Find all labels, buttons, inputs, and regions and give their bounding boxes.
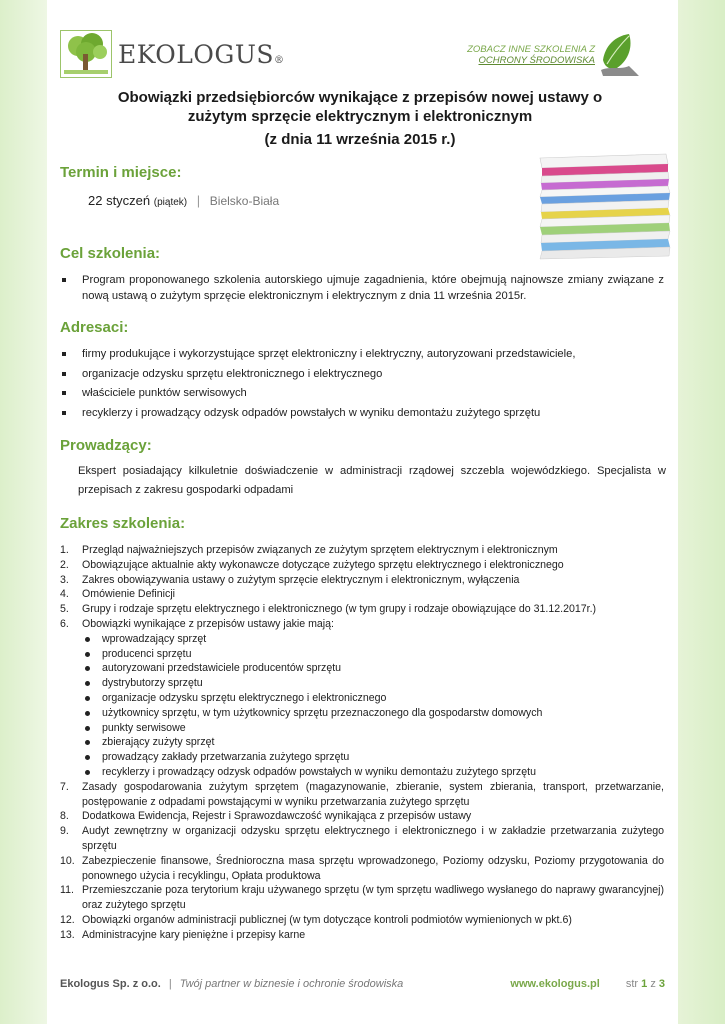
item-text: Obowiązujące aktualnie akty wykonawcze dotyczące zużytego sprzętu elektrycznego i elektronicznego bbox=[82, 558, 564, 571]
item-number: 7. bbox=[60, 780, 69, 793]
list-item: Program proponowanego szkolenia autorskiego ujmuje zagadnienia, które obejmują najnowsze zmiany związane z nową ustawą o zużytym sprzęcie elektronicznym i elektrycznym z dnia 11 września 2015r. bbox=[60, 272, 664, 304]
title-line-2: zużytym sprzęcie elektrycznym i elektronicznym bbox=[187, 108, 533, 125]
list-item bbox=[60, 587, 664, 602]
list-item bbox=[60, 854, 664, 884]
prowadzacy-text: Ekspert posiadający kilkuletnie doświadczenie w administracji rządowej szczebla wojewódzkiego. Specjalista w przepisach z zakresu gospodarki odpadami bbox=[78, 465, 666, 496]
item-text: Administracyjne kary pieniężne i przepisy karne bbox=[82, 928, 306, 941]
termin-day: (piątek) bbox=[153, 197, 188, 208]
item-number: 13. bbox=[60, 928, 75, 941]
list-item bbox=[60, 558, 664, 573]
left-decorative-band bbox=[0, 0, 47, 1024]
document-stack-image bbox=[536, 152, 672, 260]
item-number: 1. bbox=[60, 544, 69, 556]
sublist-item: prowadzący zakłady przetwarzania zużytego sprzętu bbox=[82, 750, 664, 765]
item-text: Grupy i rodzaje sprzętu elektrycznego i elektronicznego (w tym grupy i rodzaje obowiązujące do 31.12.2017r.) bbox=[82, 603, 597, 616]
item-number: 4. bbox=[60, 588, 69, 601]
adresaci-list bbox=[60, 346, 664, 424]
sublist-item: użytkownicy sprzętu, w tym użytkownicy sprzętu przeznaczonego dla gospodarstw domowych bbox=[82, 706, 664, 721]
termin-city: Bielsko-Biała bbox=[209, 194, 280, 208]
list-item bbox=[60, 573, 664, 588]
footer-website-link[interactable]: www.ekologus.pl bbox=[510, 978, 600, 990]
cel-list bbox=[60, 272, 664, 308]
sublist-item: punkty serwisowe bbox=[82, 721, 664, 736]
item-number: 9. bbox=[60, 825, 69, 838]
page-indicator bbox=[626, 978, 665, 990]
list-item bbox=[60, 913, 664, 928]
item-text: Audyt zewnętrzny w organizacji odzysku sprzętu elektrycznego i elektronicznego i w zakładzie przetwarzania zużytego sprzętu bbox=[82, 825, 664, 852]
sublist-item: organizacje odzysku sprzętu elektrycznego i elektronicznego bbox=[82, 691, 664, 706]
promo-link[interactable] bbox=[467, 44, 595, 66]
footer-company: Ekologus Sp. z o.o. bbox=[60, 978, 161, 990]
list-item: właściciele punktów serwisowych bbox=[60, 385, 664, 401]
termin-date: 22 styczeń bbox=[88, 193, 151, 208]
document-title bbox=[100, 88, 620, 149]
item-text: Zakres obowiązywania ustawy o zużytym sprzęcie elektrycznym i elektronicznym, wyłączenia bbox=[82, 573, 520, 586]
logo-text: EKOLOGUS® bbox=[118, 39, 285, 69]
page-prefix: str bbox=[625, 978, 639, 990]
list-item bbox=[60, 617, 664, 780]
item-text: Zabezpieczenie finansowe, Średnioroczna masa sprzętu wprowadzonego, Poziomy odzysku, Poziomy przygotowania do ponownego użycia i recyklingu, Opłata produktowa bbox=[82, 854, 664, 882]
sublist-item: wprowadzający sprzęt bbox=[82, 632, 664, 647]
tree-icon bbox=[60, 30, 112, 78]
sublist-item: recyklerzy i prowadzący odzysk odpadów powstałych w wyniku demontażu zużytego sprzętu bbox=[82, 765, 664, 780]
termin-separator: | bbox=[196, 193, 201, 208]
item-text: Przegląd najważniejszych przepisów związanych ze zużytym sprzętem elektrycznym i elektronicznym bbox=[82, 544, 558, 556]
page-current: 1 bbox=[641, 978, 648, 990]
prowadzacy-heading: Prowadzący: bbox=[60, 437, 152, 454]
item-number: 12. bbox=[60, 913, 75, 926]
page-footer bbox=[60, 978, 665, 990]
list-item: organizacje odzysku sprzętu elektronicznego i elektrycznego bbox=[60, 366, 664, 382]
item-number: 6. bbox=[60, 617, 69, 630]
item-text: Omówienie Definicji bbox=[82, 588, 176, 601]
termin-heading: Termin i miejsce: bbox=[60, 164, 182, 181]
item-number: 8. bbox=[60, 810, 69, 823]
page-of: z bbox=[650, 978, 656, 990]
right-decorative-band bbox=[678, 0, 725, 1024]
title-date: (z dnia 11 września 2015 r.) bbox=[264, 131, 456, 148]
list-item bbox=[60, 824, 664, 854]
item-number: 11. bbox=[60, 884, 74, 897]
list-item bbox=[60, 543, 664, 558]
item-number: 5. bbox=[60, 603, 69, 616]
item-text: Przemieszczanie poza terytorium kraju używanego sprzętu (w tym sprzętu wadliwego wysłanego do naprawy gwarancyjnej) oraz zużytego sprzętu bbox=[82, 884, 664, 912]
list-item: recyklerzy i prowadzący odzysk odpadów powstałych w wyniku demontażu zużytego sprzętu bbox=[60, 405, 664, 421]
ekologus-logo[interactable] bbox=[60, 30, 285, 78]
footer-slogan: Twój partner w biznesie i ochronie środowiska bbox=[179, 978, 404, 990]
sublist-item: dystrybutorzy sprzętu bbox=[82, 676, 664, 691]
list-item: firmy produkujące i wykorzystujące sprzęt elektroniczny i elektryczny, autoryzowani przedstawiciele, bbox=[60, 346, 664, 362]
cel-heading: Cel szkolenia: bbox=[60, 245, 161, 262]
item-number: 2. bbox=[60, 558, 69, 571]
item-text: Obowiązki wynikające z przepisów ustawy jakie mają: bbox=[82, 617, 334, 630]
item-text: Obowiązki organów administracji publicznej (w tym dotyczące kontroli podmiotów wymienionych w pkt.6) bbox=[82, 913, 572, 926]
sublist-item: producenci sprzętu bbox=[82, 647, 664, 662]
zakres-list bbox=[60, 543, 664, 943]
item-number: 10. bbox=[60, 854, 75, 867]
title-line-1: Obowiązki przedsiębiorców wynikające z przepisów nowej ustawy o bbox=[117, 89, 603, 106]
item-text: Dodatkowa Ewidencja, Rejestr i Sprawozdawczość wynikająca z przepisów ustawy bbox=[82, 810, 472, 823]
promo-line-1: ZOBACZ INNE SZKOLENIA Z bbox=[467, 44, 595, 55]
list-item bbox=[60, 928, 664, 943]
list-item bbox=[60, 780, 664, 810]
sublist-item: autoryzowani przedstawiciele producentów sprzętu bbox=[82, 661, 664, 676]
list-item bbox=[60, 602, 664, 617]
list-item bbox=[60, 883, 664, 913]
item-text: Zasady gospodarowania zużytym sprzętem (magazynowanie, zbieranie, system zbierania, transport, przetwarzanie, postępowanie z odpadami powstającymi w wyniku przetwarzania zużytego sprzętu bbox=[82, 780, 664, 808]
sublist-item: zbierający zużyty sprzęt bbox=[82, 735, 664, 750]
page-total: 3 bbox=[658, 978, 665, 990]
obligations-sublist bbox=[82, 632, 664, 780]
promo-line-2: OCHRONY ŚRODOWISKA bbox=[478, 55, 595, 66]
list-item bbox=[60, 809, 664, 824]
zakres-heading: Zakres szkolenia: bbox=[60, 515, 186, 532]
termin-value bbox=[88, 193, 279, 208]
footer-separator: | bbox=[168, 978, 172, 990]
adresaci-heading: Adresaci: bbox=[60, 319, 129, 336]
leaf-in-hand-icon bbox=[599, 30, 641, 78]
item-number: 3. bbox=[60, 573, 69, 586]
